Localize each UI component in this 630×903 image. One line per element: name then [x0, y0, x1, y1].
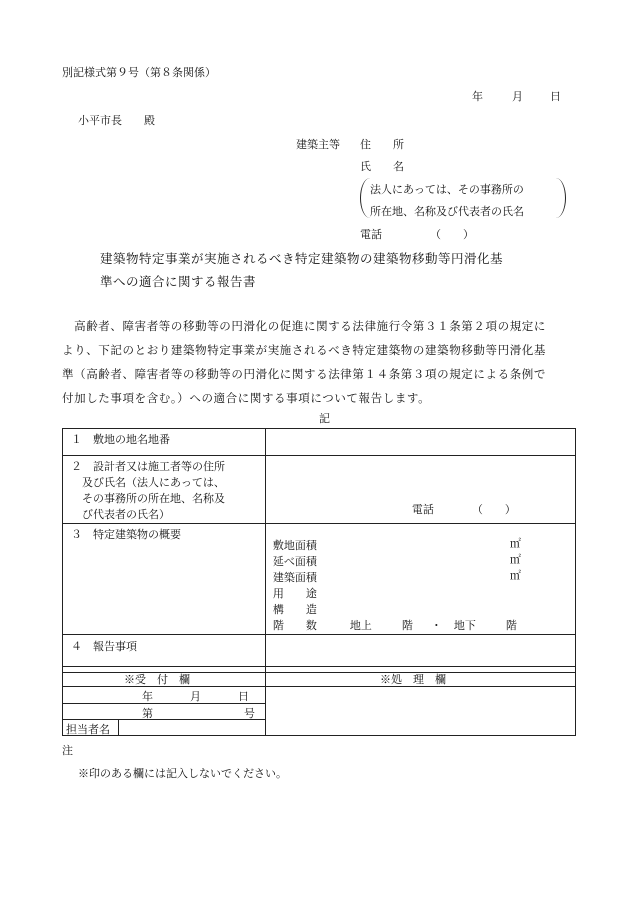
phone-parens: （ ）	[430, 228, 474, 241]
building-overview-cell[interactable]	[265, 524, 575, 635]
ki-heading: 記	[319, 412, 330, 425]
corporate-note-line2: 所在地、名称及び代表者の氏名	[370, 205, 524, 218]
addressee: 小平市長 殿	[78, 114, 155, 127]
report-items-label: ４ 報告事項	[71, 640, 137, 653]
report-title-line1: 建築物特定事業が実施されるべき特定建築物の建築物移動等円滑化基	[100, 251, 504, 266]
below-ground-label: 地下	[453, 619, 476, 632]
note-1: ※印のある欄には記入しないでください。	[78, 767, 287, 780]
form-number: 別記様式第９号（第８条関係）	[62, 66, 216, 79]
body-line: 準（高齢者、障害者等の移動等の円滑化に関する法律第１４条第３項の規定による条例で	[62, 367, 546, 381]
reception-column-header: ※受 付 欄	[124, 673, 190, 686]
body-line: 付加した事項を含む。）への適合に関する事項について報告します。	[62, 391, 431, 405]
above-floor-unit: 階	[401, 619, 413, 632]
reception-month: 月	[190, 690, 201, 703]
designer-label-line: ２ 設計者又は施工者等の住所	[71, 460, 225, 473]
reception-day: 日	[238, 690, 249, 703]
report-title-line2: 準への適合に関する報告書	[100, 274, 257, 289]
notes-label: 注	[62, 744, 73, 757]
reception-number-prefix: 第	[142, 707, 153, 720]
structure-label: 構 造	[272, 603, 317, 616]
corporate-note-line1: 法人にあっては、その事務所の	[370, 183, 524, 196]
designer-label-cell	[63, 456, 266, 524]
designer-label-line: その事務所の所在地、名称及	[71, 492, 225, 505]
designer-phone-label: 電話	[411, 503, 434, 516]
site-address-label-cell	[63, 429, 266, 456]
body-line: 高齢者、障害者等の移動等の円滑化の促進に関する法律施行令第３１条第２項の規定に	[62, 319, 546, 333]
building-area-label: 建築面積	[272, 571, 317, 584]
below-floor-unit: 階	[505, 619, 517, 632]
floor-area-unit: ㎡	[509, 553, 521, 566]
date-month: 月	[512, 90, 523, 103]
processing-input[interactable]	[266, 687, 575, 735]
body-paragraph	[62, 314, 582, 410]
floors-label: 階 数	[272, 619, 317, 632]
floor-area-label: 延べ面積	[272, 555, 317, 568]
date-day: 日	[550, 90, 561, 103]
designer-label	[63, 456, 265, 523]
designer-input[interactable]	[265, 456, 575, 524]
reception-row-line	[62, 703, 265, 704]
name-label: 氏 名	[360, 160, 404, 173]
reception-year: 年	[142, 690, 153, 703]
phone-label: 電話	[360, 228, 382, 241]
processing-column-header: ※処 理 欄	[380, 673, 446, 686]
staff-name-label: 担当者名	[66, 723, 110, 736]
applicant-role: 建築主等	[296, 138, 340, 151]
site-area-label: 敷地面積	[272, 539, 317, 552]
report-table	[62, 428, 576, 673]
separator-dot: ・	[430, 619, 442, 632]
site-address-label: １ 敷地の地名地番	[71, 433, 170, 446]
designer-phone-parens: （ ）	[471, 503, 516, 516]
site-address-input[interactable]	[265, 429, 575, 456]
date-year: 年	[472, 90, 483, 103]
use-label: 用 途	[272, 587, 317, 600]
reception-number-suffix: 号	[244, 707, 255, 720]
building-area-unit: ㎡	[509, 569, 521, 582]
above-ground-label: 地上	[349, 619, 372, 632]
building-overview-label-cell	[63, 524, 266, 635]
building-overview-label: ３ 特定建築物の概要	[71, 528, 181, 541]
site-area-unit: ㎡	[509, 537, 521, 550]
designer-label-line: 及び氏名（法人にあっては、	[71, 476, 225, 489]
designer-label-line: び代表者の氏名）	[71, 508, 170, 521]
address-label: 住 所	[360, 138, 404, 151]
body-line: より、下記のとおり建築物特定事業が実施されるべき特定建築物の建築物移動等円滑化基	[62, 343, 546, 357]
staff-name-input[interactable]	[119, 720, 264, 735]
